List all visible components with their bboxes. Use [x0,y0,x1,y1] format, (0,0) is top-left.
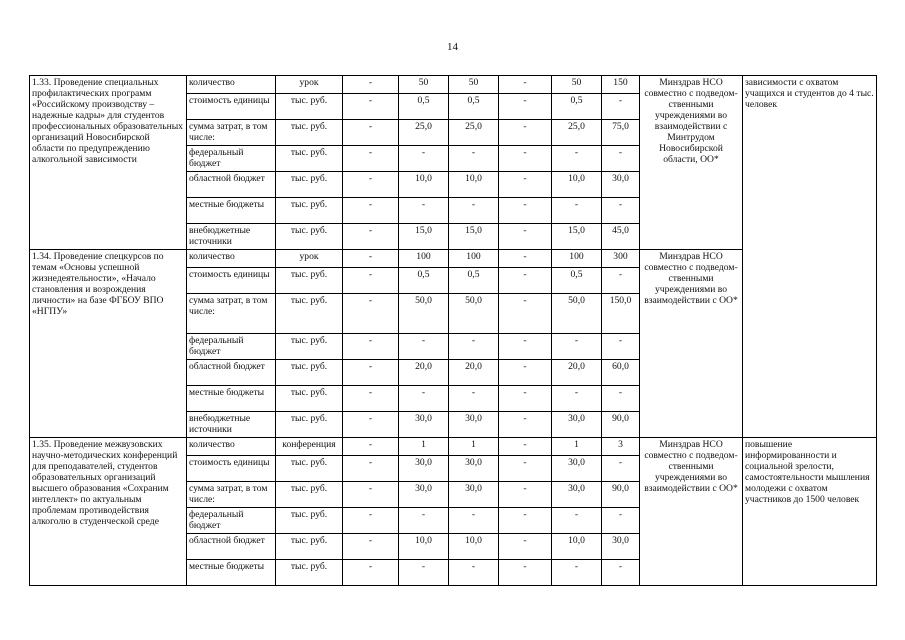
indicator-label: сумма затрат, в том числе: [187,482,276,508]
value-cell: - [602,508,640,534]
value-cell: 30,0 [552,412,602,438]
unit-cell: тыс. руб. [276,386,343,412]
value-cell: 20,0 [399,360,449,386]
value-cell: - [343,386,399,412]
value-cell: 30,0 [449,456,499,482]
value-cell: 150,0 [602,294,640,334]
value-cell: 15,0 [449,224,499,250]
value-cell: - [343,172,399,198]
value-cell: 1 [552,438,602,456]
value-cell: 0,5 [399,94,449,120]
value-cell: - [343,94,399,120]
value-cell: - [343,76,399,94]
value-cell: 150 [602,76,640,94]
value-cell: - [343,482,399,508]
indicator-label: федеральный бюджет [187,146,276,172]
value-cell: 0,5 [552,268,602,294]
unit-cell: тыс. руб. [276,560,343,586]
unit-cell: тыс. руб. [276,146,343,172]
program-table [29,75,877,586]
value-cell: 50 [552,76,602,94]
value-cell: 50 [449,76,499,94]
value-cell: - [499,198,552,224]
indicator-label: внебюджетные источники [187,412,276,438]
value-cell: - [499,294,552,334]
value-cell: 25,0 [449,120,499,146]
value-cell: 50,0 [399,294,449,334]
value-cell: - [499,438,552,456]
value-cell: - [499,534,552,560]
value-cell: 0,5 [552,94,602,120]
table-row [30,438,877,456]
value-cell: 90,0 [602,412,640,438]
value-cell: 60,0 [602,360,640,386]
value-cell: - [602,94,640,120]
value-cell: - [602,456,640,482]
value-cell: - [449,508,499,534]
value-cell: - [602,268,640,294]
value-cell: - [343,268,399,294]
value-cell: 100 [449,250,499,268]
value-cell: - [343,294,399,334]
unit-cell: урок [276,250,343,268]
measure-title: 1.33. Проведение специальных профилактических программ «Российскому производству – надежные кадры» для студентов профессиональных образовательных организаций Новосибирской области по предупреждению алкогольной зависимости [30,76,187,250]
value-cell: - [499,412,552,438]
executor-cell: Минздрав НСО совместно с подведом-ственными учреждениями во взаимодействии с ОО* [640,250,743,438]
value-cell: - [499,560,552,586]
page-number: 14 [447,41,458,53]
value-cell: 10,0 [449,172,499,198]
unit-cell: тыс. руб. [276,294,343,334]
unit-cell: тыс. руб. [276,508,343,534]
value-cell: - [499,508,552,534]
value-cell: 300 [602,250,640,268]
value-cell: - [343,412,399,438]
value-cell: - [552,386,602,412]
value-cell: 15,0 [399,224,449,250]
unit-cell: тыс. руб. [276,534,343,560]
value-cell: - [343,360,399,386]
value-cell: - [602,334,640,360]
value-cell: 0,5 [449,268,499,294]
indicator-label: внебюджетные источники [187,224,276,250]
value-cell: - [499,76,552,94]
value-cell: - [449,334,499,360]
indicator-label: местные бюджеты [187,560,276,586]
value-cell: 45,0 [602,224,640,250]
unit-cell: тыс. руб. [276,172,343,198]
value-cell: - [343,250,399,268]
value-cell: - [602,198,640,224]
unit-cell: тыс. руб. [276,94,343,120]
value-cell: 100 [552,250,602,268]
executor-cell: Минздрав НСО совместно с подведом-ственными учреждениями во взаимодействии с ОО* [640,438,743,586]
value-cell: - [343,534,399,560]
value-cell: - [499,360,552,386]
value-cell: - [552,334,602,360]
value-cell: - [343,438,399,456]
value-cell: - [343,224,399,250]
indicator-label: местные бюджеты [187,386,276,412]
unit-cell: тыс. руб. [276,268,343,294]
value-cell: 3 [602,438,640,456]
value-cell: 30,0 [449,482,499,508]
value-cell: - [499,120,552,146]
value-cell: 10,0 [399,172,449,198]
value-cell: - [552,560,602,586]
result-cell: зависимости с охватом учащихся и студентов до 4 тыс. человек [743,76,877,438]
indicator-label: количество [187,76,276,94]
value-cell: 10,0 [552,534,602,560]
value-cell: - [499,386,552,412]
unit-cell: тыс. руб. [276,334,343,360]
unit-cell: конференция [276,438,343,456]
value-cell: - [343,146,399,172]
value-cell: - [499,94,552,120]
value-cell: 20,0 [449,360,499,386]
value-cell: - [602,146,640,172]
measure-title: 1.34. Проведение спецкурсов по темам «Основы успешной жизнедеятельности», «Начало становления и возрождения личности» на базе ФГБОУ ВПО «НГПУ» [30,250,187,438]
indicator-label: федеральный бюджет [187,334,276,360]
value-cell: - [499,334,552,360]
value-cell: - [499,482,552,508]
value-cell: 30,0 [399,482,449,508]
value-cell: - [449,560,499,586]
value-cell: - [399,146,449,172]
indicator-label: стоимость единицы [187,456,276,482]
value-cell: 30,0 [399,456,449,482]
value-cell: - [499,224,552,250]
indicator-label: областной бюджет [187,534,276,560]
value-cell: - [343,198,399,224]
indicator-label: стоимость единицы [187,94,276,120]
value-cell: 10,0 [552,172,602,198]
executor-cell: Минздрав НСО совместно с подведом-ственными учреждениями во взаимодействии с Минтрудом Новосибирской области, ОО* [640,76,743,250]
unit-cell: тыс. руб. [276,120,343,146]
value-cell: - [499,456,552,482]
value-cell: 100 [399,250,449,268]
value-cell: - [499,146,552,172]
indicator-label: областной бюджет [187,360,276,386]
value-cell: 50 [399,76,449,94]
value-cell: 10,0 [449,534,499,560]
value-cell: - [399,198,449,224]
value-cell: - [399,508,449,534]
unit-cell: тыс. руб. [276,412,343,438]
value-cell: - [552,146,602,172]
unit-cell: тыс. руб. [276,482,343,508]
value-cell: 25,0 [399,120,449,146]
value-cell: - [449,146,499,172]
value-cell: 20,0 [552,360,602,386]
result-cell: повышение информированности и социальной зрелости, самостоятельности мышления молодежи с охватом участников до 1500 человек [743,438,877,586]
value-cell: - [399,334,449,360]
value-cell: - [399,386,449,412]
value-cell: 75,0 [602,120,640,146]
unit-cell: урок [276,76,343,94]
value-cell: - [449,198,499,224]
value-cell: - [499,172,552,198]
value-cell: - [343,334,399,360]
value-cell: 10,0 [399,534,449,560]
value-cell: - [552,508,602,534]
indicator-label: количество [187,250,276,268]
indicator-label: местные бюджеты [187,198,276,224]
value-cell: - [499,268,552,294]
value-cell: 0,5 [449,94,499,120]
value-cell: 0,5 [399,268,449,294]
value-cell: 1 [399,438,449,456]
unit-cell: тыс. руб. [276,456,343,482]
value-cell: 30,0 [602,172,640,198]
value-cell: - [343,508,399,534]
value-cell: 50,0 [449,294,499,334]
indicator-label: областной бюджет [187,172,276,198]
value-cell: - [343,120,399,146]
value-cell: 30,0 [552,456,602,482]
measure-title: 1.35. Проведение межвузовских научно-методических конференций для преподавателей, студентов образовательных организаций высшего образования «Сохраним интеллект» по актуальным проблемам противодействия алкоголю в студенческой среде [30,438,187,586]
value-cell: - [602,386,640,412]
value-cell: - [499,250,552,268]
value-cell: - [602,560,640,586]
value-cell: 30,0 [399,412,449,438]
value-cell: 50,0 [552,294,602,334]
indicator-label: сумма затрат, в том числе: [187,120,276,146]
indicator-label: сумма затрат, в том числе: [187,294,276,334]
table-row [30,76,877,94]
value-cell: - [399,560,449,586]
unit-cell: тыс. руб. [276,198,343,224]
indicator-label: федеральный бюджет [187,508,276,534]
unit-cell: тыс. руб. [276,360,343,386]
value-cell: 30,0 [602,534,640,560]
value-cell: 90,0 [602,482,640,508]
value-cell: 15,0 [552,224,602,250]
unit-cell: тыс. руб. [276,224,343,250]
value-cell: - [343,560,399,586]
value-cell: 30,0 [552,482,602,508]
value-cell: 25,0 [552,120,602,146]
value-cell: - [343,456,399,482]
indicator-label: стоимость единицы [187,268,276,294]
value-cell: - [552,198,602,224]
value-cell: - [449,386,499,412]
value-cell: 30,0 [449,412,499,438]
indicator-label: количество [187,438,276,456]
value-cell: 1 [449,438,499,456]
